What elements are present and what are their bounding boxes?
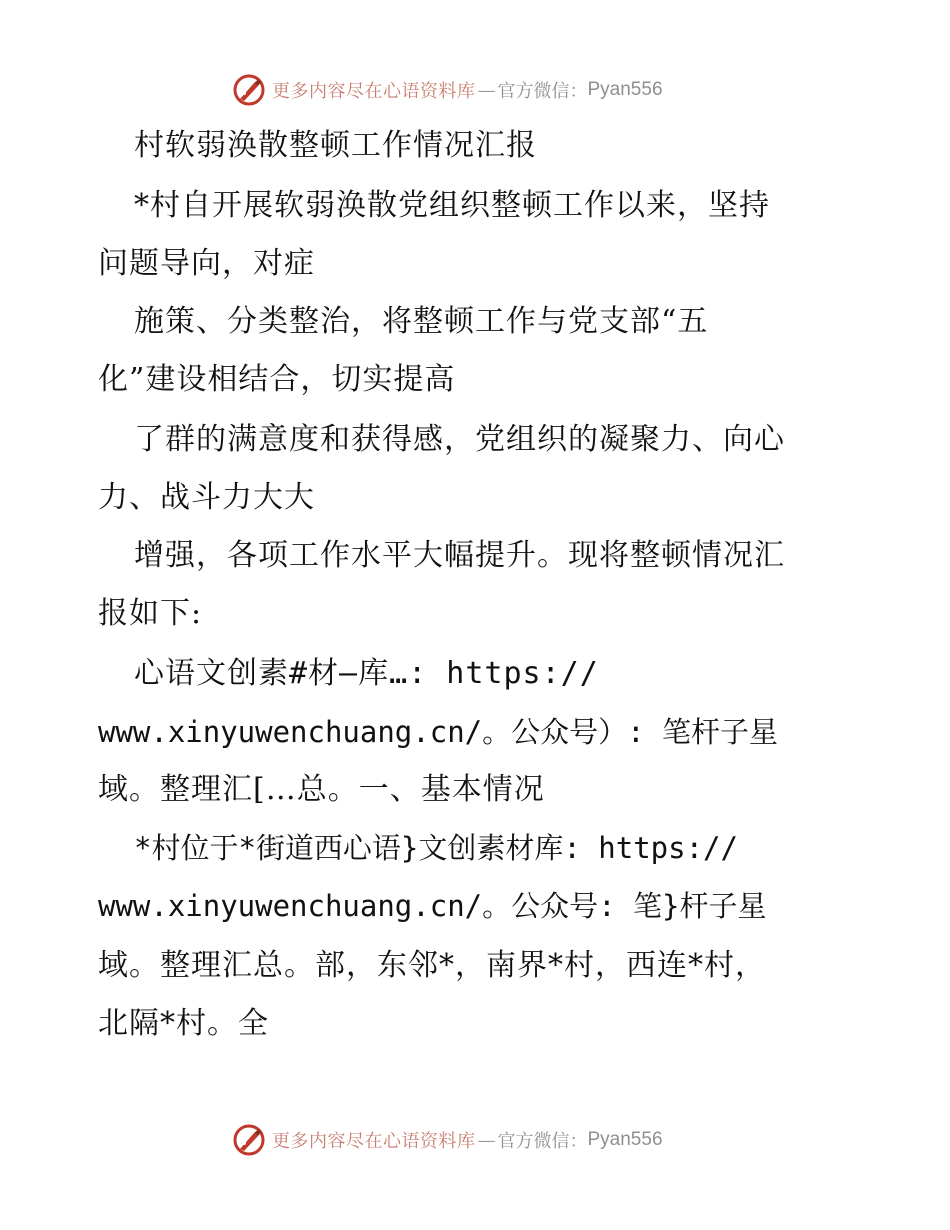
- footer-banner: [232, 1120, 712, 1160]
- paragraph-line: 北隔*村。全: [98, 1006, 269, 1041]
- banner-dash: —: [477, 79, 496, 101]
- banner-slogan: 更多内容尽在心语资料库: [272, 81, 476, 102]
- banner-wechat-id: Pyan556: [587, 1129, 663, 1150]
- paragraph-line: 力、战斗力大大: [98, 480, 315, 515]
- paragraph-line: 域。整理汇总。部，东邻*，南界*村，西连*村，: [98, 948, 766, 983]
- section-heading-line: 域。整理汇[…总。一、基本情况: [98, 772, 545, 807]
- banner-dash: —: [477, 1129, 496, 1151]
- paragraph-line: 报如下:: [98, 596, 203, 631]
- pen-logo-icon: [232, 73, 266, 107]
- paragraph-line: 施策、分类整治，将整顿工作与党支部“五: [134, 304, 709, 339]
- paragraph-line: *村自开展软弱涣散党组织整顿工作以来，坚持: [134, 188, 770, 223]
- banner-wechat-label: 官方微信：: [497, 81, 588, 102]
- document-title: 村软弱涣散整顿工作情况汇报: [134, 128, 537, 163]
- watermark-line: 心语文创素#材—库…: https://: [134, 656, 599, 691]
- paragraph-line: 了群的满意度和获得感，党组织的凝聚力、向心: [134, 422, 785, 457]
- paragraph-line: 增强，各项工作水平大幅提升。现将整顿情况汇: [134, 538, 785, 573]
- watermark-line: www.xinyuwenchuang.cn/。公众号: 笔}杆子星: [98, 889, 767, 923]
- paragraph-line: 问题导向，对症: [98, 246, 315, 281]
- pen-logo-icon: [232, 1123, 266, 1157]
- header-banner: [232, 70, 712, 110]
- banner-slogan: 更多内容尽在心语资料库: [272, 1131, 476, 1152]
- paragraph-line: 化”建设相结合，切实提高: [98, 362, 456, 397]
- banner-wechat-id: Pyan556: [587, 79, 663, 100]
- banner-wechat-label: 官方微信：: [497, 1131, 588, 1152]
- watermark-line: www.xinyuwenchuang.cn/。公众号）: 笔杆子星: [98, 715, 779, 749]
- paragraph-line: *村位于*街道西心语}文创素材库: https://: [134, 831, 738, 865]
